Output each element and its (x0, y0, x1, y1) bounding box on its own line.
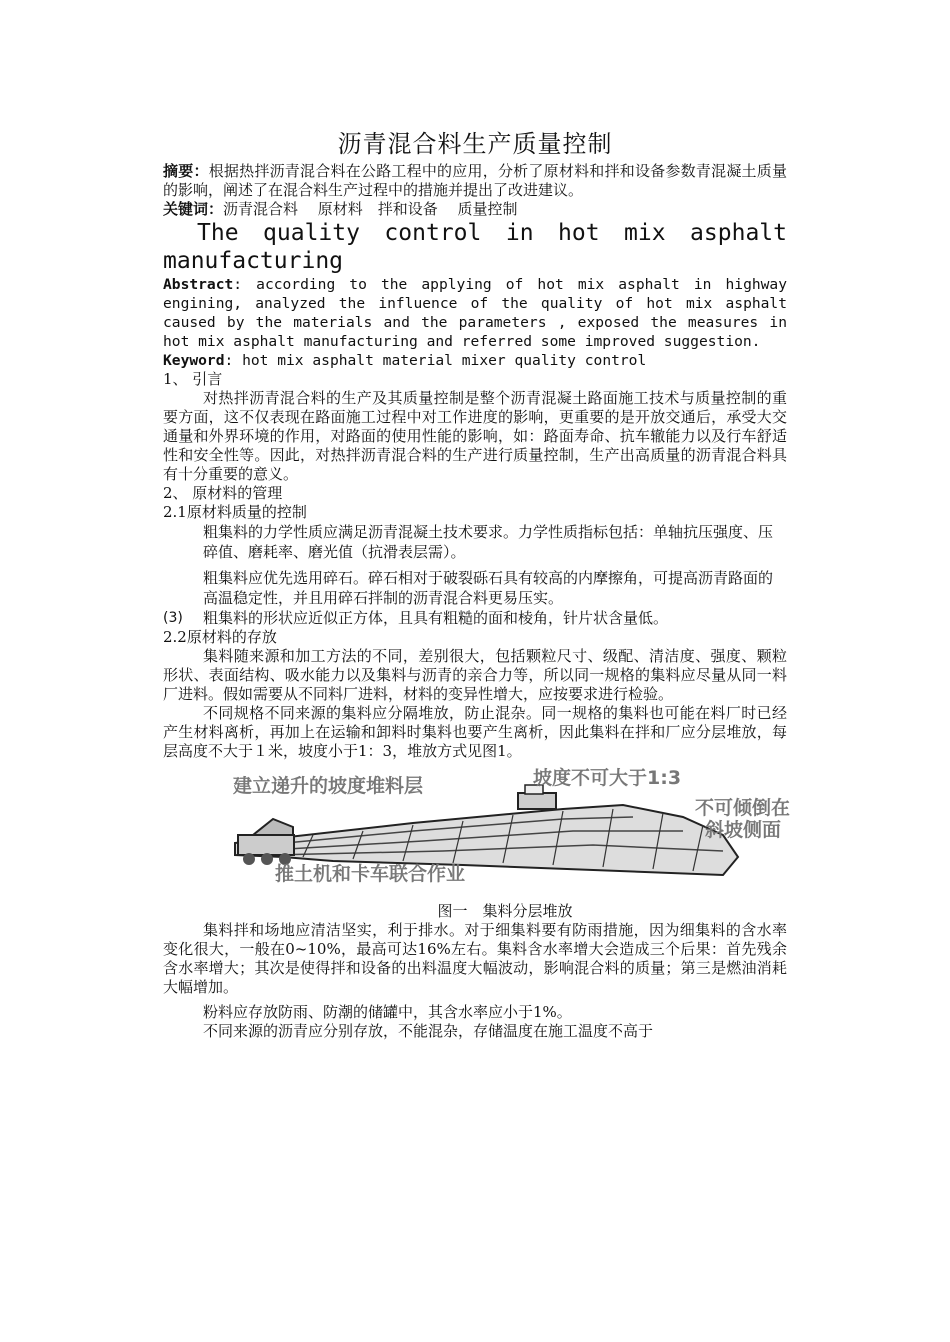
abstract-cn (163, 162, 787, 200)
keyword-en-text: : hot mix asphalt material mixer quality control (224, 352, 647, 369)
list-item-text: 粗集料的力学性质应满足沥青混凝土技术要求。力学性质指标包括：单轴抗压强度、压碎值、磨耗率、磨光值（抗滑表层需）。 (203, 523, 774, 561)
list-item-number: (3) (163, 610, 183, 626)
document-title: 沥青混合料生产质量控制 (337, 130, 613, 158)
section-2-2-heading: 2.2原材料的存放 (163, 628, 277, 646)
figure-label-right-2: 斜坡侧面 (705, 819, 782, 841)
figure-label-top-right: 坡度不可大于1:3 (533, 767, 682, 789)
section-2-heading: 2、 原材料的管理 (163, 484, 283, 502)
figure-label-bottom: 推土机和卡车联合作业 (275, 863, 466, 885)
list-item (163, 608, 787, 628)
figure-label-top-left: 建立递升的坡度堆料层 (233, 775, 424, 797)
english-title (163, 219, 787, 275)
keywords-cn (163, 200, 787, 219)
figure-caption: 图一 集料分层堆放 (437, 902, 573, 920)
section-1-heading: 1、 引言 (163, 370, 223, 388)
english-title-line1: The quality control in hot mix asphalt (197, 220, 787, 246)
abstract-cn-label: 摘要： (163, 162, 209, 180)
list-item (163, 522, 787, 562)
section-1-paragraph: 对热拌沥青混合料的生产及其质量控制是整个沥青混凝土路面施工技术与质量控制的重要方面，这不仅表现在路面施工过程中对工作进度的影响，更重要的是开放交通后，承受大交通量和外界环境的作用，对路面的使用性能的影响，如：路面寿命、抗车辙能力以及行车舒适性和安全性等。因此，对热拌沥青混合料的生产进行质量控制，生产出高质量的沥青混合料具有十分重要的意义。 (163, 389, 787, 483)
list-item-text: 粗集料的形状应近似正方体，且具有粗糙的面和棱角，针片状含量低。 (203, 609, 669, 627)
figure-label-right-1: 不可倾倒在 (695, 797, 791, 819)
list-item (163, 568, 787, 608)
section-2-2-paragraph-2: 不同规格不同来源的集料应分隔堆放，防止混杂。同一规格的集料也可能在料厂时已经产生材料离析，再加上在运输和卸料时集料也要产生离析，因此集料在拌和厂应分层堆放，每层高度不大于１米，坡度小于1：3，堆放方式见图1。 (163, 704, 787, 760)
keywords-cn-text: 沥青混合料 原材料 拌和设备 质量控制 (223, 200, 518, 218)
keywords-cn-label: 关键词： (163, 200, 224, 218)
storage-paragraph-2: 粉料应存放防雨、防潮的储罐中，其含水率应小于1%。 (203, 1003, 572, 1021)
keyword-en-label: Keyword (163, 352, 225, 369)
section-2-1-heading: 2.1原材料质量的控制 (163, 503, 307, 521)
storage-paragraph-3: 不同来源的沥青应分别存放，不能混杂，存储温度在施工温度不高于 (203, 1022, 654, 1040)
abstract-en-text: : according to the applying of hot mix asphalt in highway engining, analyzed the influence of the quality of hot mix asphalt caused by the materials and the parameters , exposed the measures in hot mix asphalt manufacturing and referred some improved suggestion. (163, 276, 787, 350)
abstract-en (163, 275, 787, 351)
abstract-en-label: Abstract (163, 276, 234, 293)
abstract-cn-text: 根据热拌沥青混合料在公路工程中的应用，分析了原材料和拌和设备参数青混凝土质量的影响，阐述了在混合料生产过程中的措施并提出了改进建议。 (163, 162, 787, 199)
figure-stockpile (163, 765, 791, 901)
keyword-en (163, 351, 787, 370)
english-title-line2: manufacturing (163, 248, 344, 274)
storage-paragraph-1: 集料拌和场地应清洁坚实，利于排水。对于细集料要有防雨措施，因为细集料的含水率变化很大，一般在0~10%，最高可达16%左右。集料含水率增大会造成三个后果：首先残余含水率增大；其次是使得拌和设备的出料温度大幅波动，影响混合料的质量；第三是燃油消耗大幅增加。 (163, 921, 787, 996)
list-item-text: 粗集料应优先选用碎石。碎石相对于破裂砾石具有较高的内摩擦角，可提高沥青路面的高温稳定性，并且用碎石拌制的沥青混合料更易压实。 (203, 569, 774, 607)
document-page (163, 128, 791, 1041)
section-2-2-paragraph-1: 集料随来源和加工方法的不同，差别很大，包括颗粒尺寸、级配、清洁度、强度、颗粒形状、表面结构、吸水能力以及集料与沥青的亲合力等，所以同一规格的集料应尽量从同一料厂进料。假如需要从不同料厂进料，材料的变异性增大，应按要求进行检验。 (163, 647, 787, 703)
